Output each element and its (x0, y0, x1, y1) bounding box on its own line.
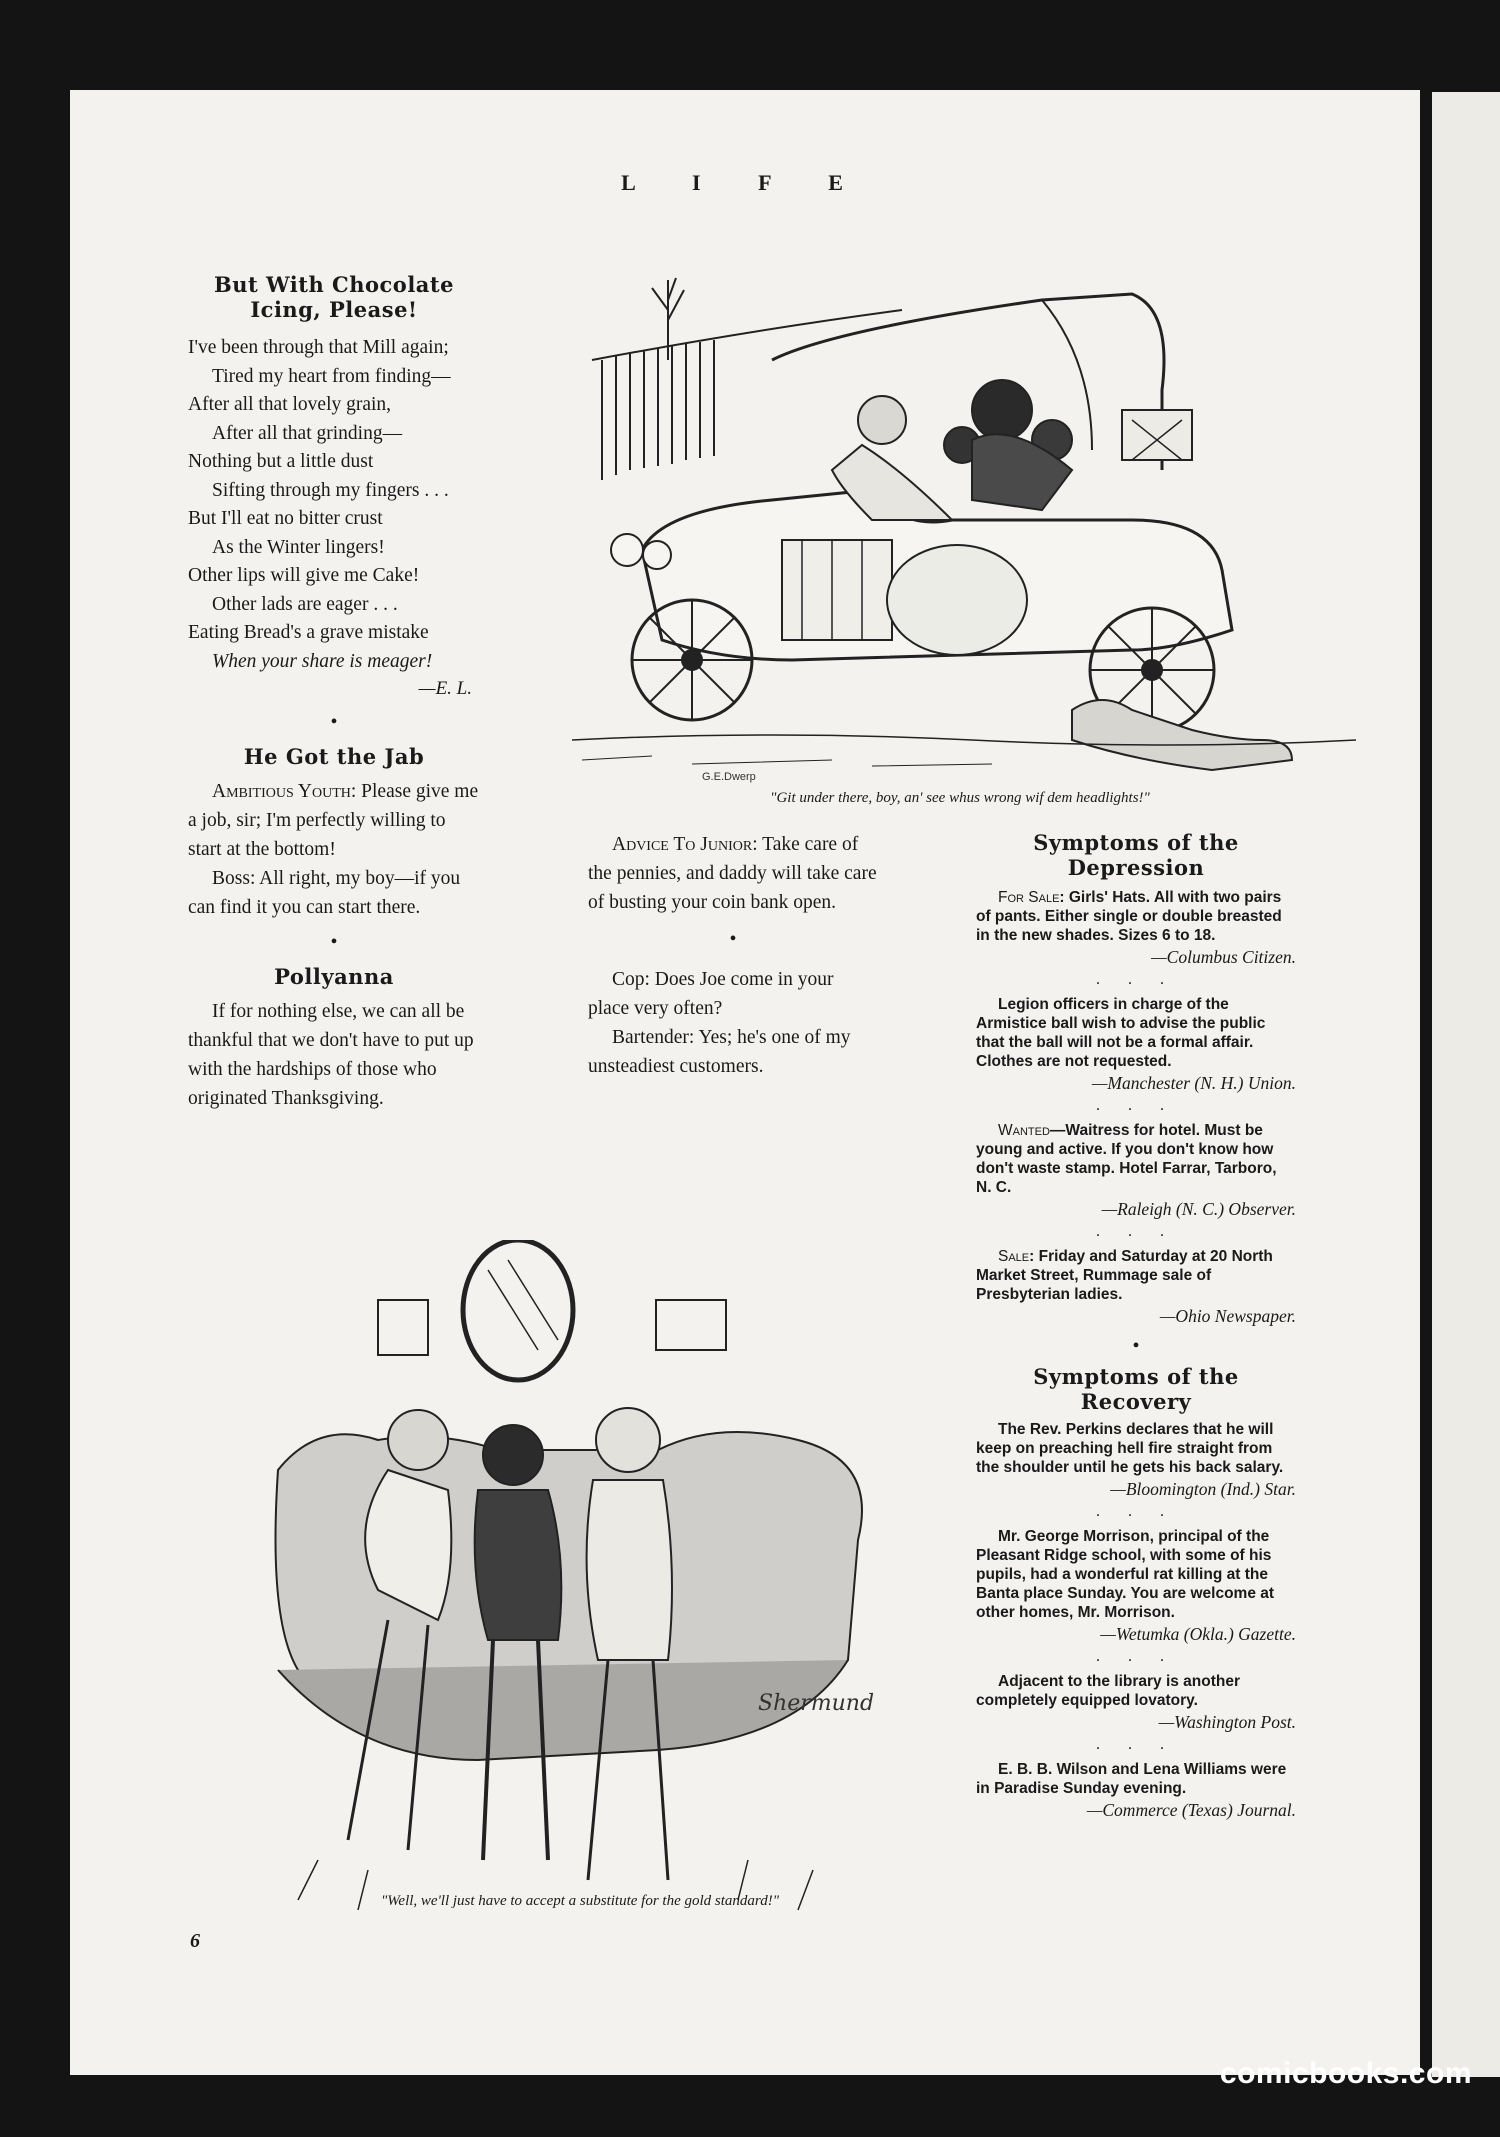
depression-list (976, 888, 1296, 1328)
clipping-item (976, 1247, 1296, 1328)
clipping-source: —Ohio Newspaper. (1159, 1306, 1296, 1326)
wall-picture (656, 1300, 726, 1350)
poem-line: After all that lovely grain, (188, 394, 392, 415)
clipping-item (976, 888, 1296, 991)
clipping-text (976, 1247, 1296, 1304)
clipping-lead: Sale (998, 1248, 1030, 1265)
clipping-text (976, 888, 1296, 945)
section-bullet: • (1132, 1335, 1140, 1357)
clipping-text (976, 1672, 1296, 1710)
clipping-item (976, 1121, 1296, 1243)
jab-paragraph-2 (188, 864, 480, 922)
poem-title: But With Chocolate Icing, Please! (214, 272, 454, 322)
right-column (976, 830, 1296, 1822)
bartender-line: Bartender: Yes; he's one of my unsteadiest customers. (588, 1027, 851, 1077)
clipping-separator: . . . (1096, 1648, 1176, 1665)
headlight (643, 541, 671, 569)
clipping-text (976, 1527, 1296, 1622)
clipping-body: Legion officers in charge of the Armistice ball wish to advise the public that the ball will not be a formal affair. Clothes are not requested. (976, 996, 1266, 1070)
pollyanna-title: Pollyanna (274, 964, 394, 989)
clipping-item (976, 1527, 1296, 1668)
clipping-lead: For Sale (998, 889, 1060, 906)
sofa-cartoon-signature: Shermund (758, 1691, 875, 1716)
headlight (611, 534, 643, 566)
depression-title: Symptoms of the Depression (1033, 830, 1239, 880)
clipping-separator: . . . (1096, 1503, 1176, 1520)
recovery-title: Symptoms of the Recovery (1033, 1364, 1239, 1414)
wall-picture (378, 1300, 428, 1355)
poem-body (188, 334, 480, 676)
clipping-text (976, 1760, 1296, 1798)
adjacent-page-edge (1432, 92, 1500, 2077)
poem-line: But I'll eat no bitter crust (188, 508, 383, 529)
poem-attribution: —E. L. (418, 678, 472, 699)
car-cartoon-illustration (572, 270, 1356, 830)
clipping-body: The Rev. Perkins declares that he will keep on preaching hell fire straight from the shoulder until he gets his back salary. (976, 1421, 1284, 1476)
page-number: 6 (190, 1930, 200, 1952)
passenger-head (972, 380, 1032, 440)
jab-paragraph-1 (188, 777, 480, 864)
driver-head (858, 396, 906, 444)
sofa-cartoon-caption: "Well, we'll just have to accept a substitute for the gold standard!" (381, 1893, 779, 1909)
clipping-text (976, 995, 1296, 1071)
clipping-item (976, 1672, 1296, 1756)
jab-title: He Got the Jab (243, 744, 425, 769)
clipping-source: —Columbus Citizen. (1151, 947, 1296, 967)
pollyanna-text: If for nothing else, we can all be thankful that we don't have to put up with the hardships of those who originated Thanksgiving. (188, 1001, 474, 1109)
jab-speaker-2: Boss (212, 868, 250, 889)
poem-line: Other lads are eager . . . (212, 593, 398, 615)
clipping-body: E. B. B. Wilson and Lena Williams were in Paradise Sunday evening. (976, 1761, 1287, 1797)
clipping-source: —Manchester (N. H.) Union. (1091, 1073, 1296, 1093)
poem-line: When your share is meager! (212, 650, 433, 672)
advice-body: : Take care of the pennies, and daddy will take care of busting your coin bank open. (588, 834, 877, 913)
cop-line: Cop: Does Joe come in your place very often? (588, 969, 834, 1019)
advice-text (588, 830, 878, 917)
jab-line-2: : All right, my boy—if you can find it you can start there. (188, 868, 461, 918)
luggage-trunk (782, 540, 892, 640)
sofa-cartoon-illustration (238, 1240, 938, 1940)
sack (887, 545, 1027, 655)
clipping-lead: Wanted (998, 1122, 1050, 1139)
front-wheel (632, 600, 752, 720)
poem-line: Sifting through my fingers . . . (212, 479, 449, 501)
clipping-separator: . . . (1096, 1223, 1176, 1240)
clipping-body: —Waitress for hotel. Must be young and active. If you don't know how don't waste stamp. Hotel Farrar, Tarboro, N. C. (976, 1122, 1277, 1196)
clipping-separator: . . . (1096, 971, 1176, 988)
recovery-list (976, 1420, 1296, 1822)
poem-line: Tired my heart from finding— (212, 365, 451, 387)
clipping-body: Mr. George Morrison, principal of the Pleasant Ridge school, with some of his pupils, had a wonderful rat killing at the Banta place Sunday. You are welcome at other homes, Mr. Morrison. (976, 1528, 1275, 1621)
poem-line: I've been through that Mill again; (188, 337, 449, 358)
magazine-page (70, 90, 1420, 2075)
poem-line: After all that grinding— (212, 422, 403, 444)
poem-line: Eating Bread's a grave mistake (188, 622, 429, 643)
poem-line: Nothing but a little dust (188, 451, 374, 472)
poem-line: As the Winter lingers! (212, 536, 385, 558)
clipping-text (976, 1121, 1296, 1197)
section-bullet: • (729, 928, 737, 950)
oval-mirror (463, 1240, 573, 1380)
watermark: comicbooks.com (1219, 2057, 1472, 2090)
boy-under-car (1072, 700, 1292, 770)
clipping-source: —Bloomington (Ind.) Star. (1110, 1479, 1296, 1499)
clipping-source: —Commerce (Texas) Journal. (1086, 1800, 1296, 1820)
left-column (188, 272, 480, 1113)
masthead: L I F E (621, 170, 869, 195)
clipping-body: : Friday and Saturday at 20 North Market Street, Rummage sale of Presbyterian ladies. (976, 1248, 1273, 1303)
jab-speaker-1: Ambitious Youth (212, 781, 351, 802)
clipping-item (976, 1760, 1296, 1822)
clipping-source: —Washington Post. (1158, 1712, 1296, 1732)
clipping-source: —Wetumka (Okla.) Gazette. (1100, 1624, 1296, 1644)
poem-line: Other lips will give me Cake! (188, 565, 420, 586)
advice-speaker: Advice To Junior (612, 834, 753, 855)
clipping-separator: . . . (1096, 1097, 1176, 1114)
clipping-separator: . . . (1096, 1736, 1176, 1753)
middle-column (588, 830, 878, 1081)
jab-line-1: : Please give me a job, sir; I'm perfectly willing to start at the bottom! (188, 781, 479, 860)
car-cartoon-signature: G.E.Dwerp (702, 771, 756, 783)
section-bullet: • (330, 711, 338, 733)
clipping-text (976, 1420, 1296, 1477)
car-cartoon-caption: "Git under there, boy, an' see whus wrong wif dem headlights!" (770, 790, 1150, 806)
clipping-source: —Raleigh (N. C.) Observer. (1101, 1199, 1296, 1219)
clipping-item (976, 1420, 1296, 1523)
section-bullet: • (330, 931, 338, 953)
clipping-body: : Girls' Hats. All with two pairs of pants. Either single or double breasted in the new shades. Sizes 6 to 18. (976, 889, 1282, 944)
crate (1122, 410, 1192, 460)
clipping-item (976, 995, 1296, 1117)
clipping-body: Adjacent to the library is another completely equipped lovatory. (976, 1673, 1241, 1709)
